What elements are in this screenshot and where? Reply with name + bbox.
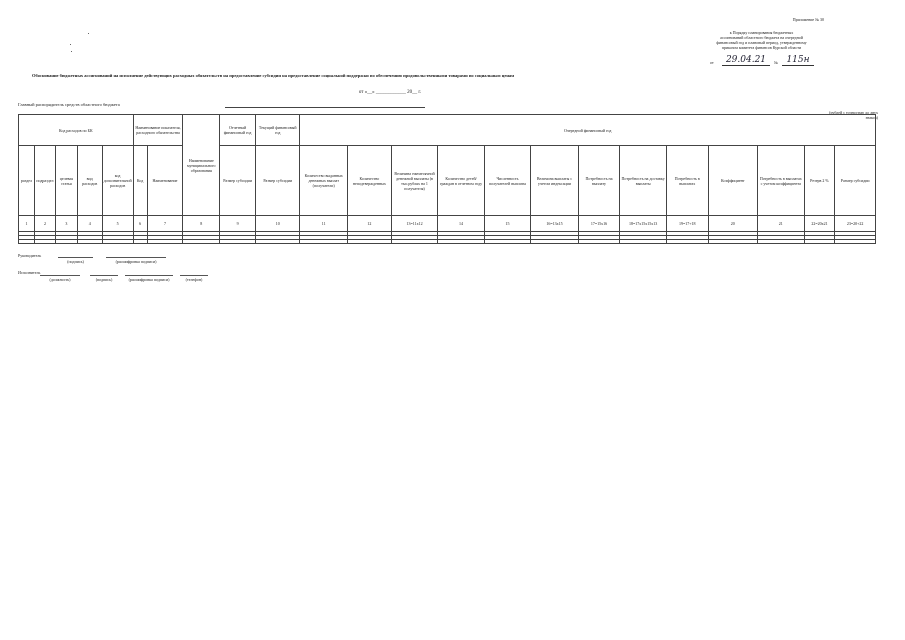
header-names: Наименование показателя, расходного обязательства xyxy=(133,115,183,146)
col-number: 11 xyxy=(300,216,347,232)
col-header: Код xyxy=(133,146,147,216)
numbers-row xyxy=(19,216,876,232)
appendix-block xyxy=(704,17,824,22)
exec-caption-signature: (подпись) xyxy=(95,277,113,282)
col-number: 22=20х21 xyxy=(804,216,835,232)
head-name-line xyxy=(106,257,166,258)
head-label: Руководитель xyxy=(18,253,42,258)
col-header: вид расходов xyxy=(77,146,102,216)
header-municipality: Наименование муниципального образования xyxy=(183,115,220,216)
header-current-fy: Текущий финансовый год xyxy=(255,115,300,146)
recipient-label: Главный распорядитель средств областного бюджета xyxy=(18,102,120,107)
document-date-line: от «__» ____________ 20__ г. xyxy=(358,90,422,95)
appendix-line-5: приказом комитета финансов Курской области xyxy=(721,45,802,50)
header-next-fy: Очередной финансовый год xyxy=(300,115,876,146)
col-number: 16=13х15 xyxy=(531,216,578,232)
col-number: 21 xyxy=(758,216,805,232)
col-number: 20 xyxy=(708,216,757,232)
head-sign-line xyxy=(58,257,93,258)
budget-table xyxy=(18,114,876,244)
col-header: Размер субсидии xyxy=(220,146,256,216)
header-row-2 xyxy=(19,146,876,216)
col-header: Количество выданных денежных выплат (получатели) xyxy=(300,146,347,216)
col-header: Резерв 2 % xyxy=(804,146,835,216)
executor-label: Исполнитель xyxy=(18,270,41,275)
col-header: Наименование xyxy=(147,146,183,216)
appendix-line-2: к Порядку планирования бюджетных xyxy=(729,30,794,35)
col-number: 7 xyxy=(147,216,183,232)
exec-caption-phone: (телефон) xyxy=(185,277,203,282)
header-row-1 xyxy=(19,115,876,146)
document-title: Обоснование бюджетных ассигнований на исполнение действующих расходных обязательств на предоставление субсидии на предоставление социальной поддержки по обеспечению продовольственными товарами по социальным ценам xyxy=(32,73,515,78)
col-number: 13=11х12 xyxy=(391,216,438,232)
scan-speck xyxy=(70,44,71,45)
appendix-date-number xyxy=(710,56,830,68)
col-number: 2 xyxy=(34,216,55,232)
recipient-underline xyxy=(225,107,425,108)
col-header: Величина выплаты с учетом индексации xyxy=(531,146,578,216)
col-header: Размер субсидии xyxy=(255,146,300,216)
header-current-year: Отчетный финансовый год xyxy=(220,115,256,146)
col-header: Численность получателей выплаты xyxy=(484,146,531,216)
col-header: раздел xyxy=(19,146,35,216)
exec-position-line xyxy=(40,275,80,276)
col-header: Величина ежемесячной денежной выплаты (в тыс.рублях на 1 получателя) xyxy=(391,146,438,216)
col-header: код дополнительной расходов xyxy=(102,146,133,216)
col-number: 3 xyxy=(55,216,77,232)
col-number: 9 xyxy=(220,216,256,232)
scan-speck xyxy=(88,33,89,34)
appendix-text xyxy=(694,30,829,50)
col-header: подраздел xyxy=(34,146,55,216)
exec-name-line xyxy=(125,275,173,276)
col-number: 4 xyxy=(77,216,102,232)
col-header: целевая статья xyxy=(55,146,77,216)
exec-sign-line xyxy=(90,275,118,276)
appendix-date: 29.04.21 xyxy=(722,55,770,66)
col-header: Количество детей/граждан в отчетном году xyxy=(438,146,484,216)
empty-row xyxy=(19,240,876,244)
col-number: 12 xyxy=(347,216,391,232)
col-number: 17=15х16 xyxy=(578,216,620,232)
col-number: 19=17+18 xyxy=(666,216,708,232)
col-header: Размер субсидии xyxy=(835,146,876,216)
col-number: 10 xyxy=(255,216,300,232)
col-number: 8 xyxy=(183,216,220,232)
units-label: (рублей с точностью до двух знаков) xyxy=(829,110,878,120)
col-number: 1 xyxy=(19,216,35,232)
col-header: Потребность в выплатах xyxy=(666,146,708,216)
col-number: 15 xyxy=(484,216,531,232)
col-header: Потребность в выплатах с учетом коэффициента xyxy=(758,146,805,216)
exec-caption-position: (должность) xyxy=(49,277,71,282)
exec-caption-name: (расшифровка подписи) xyxy=(128,277,170,282)
appendix-line-1: Приложение № 30 xyxy=(792,17,824,22)
appendix-number: 115н xyxy=(782,55,814,66)
header-kbk: Код расходов по БК xyxy=(19,115,134,146)
col-number: 5 xyxy=(102,216,133,232)
col-header: Количество неподтвержденных xyxy=(347,146,391,216)
appendix-line-4: финансовый год и плановый период, утвержденному xyxy=(716,40,807,45)
appendix-line-3: ассигнований областного бюджета на очередной xyxy=(720,35,803,40)
col-number: 23=20+22 xyxy=(835,216,876,232)
col-header: Потребность на доставку выплаты xyxy=(620,146,667,216)
scan-speck xyxy=(71,51,72,52)
number-prefix: № xyxy=(774,60,778,65)
head-caption-name: (расшифровка подписи) xyxy=(115,259,157,264)
date-prefix: от xyxy=(710,60,714,65)
col-number: 14 xyxy=(438,216,484,232)
col-number: 6 xyxy=(133,216,147,232)
col-header: Коэффициент xyxy=(708,146,757,216)
exec-phone-line xyxy=(180,275,208,276)
head-caption-signature: (подпись) xyxy=(67,259,84,264)
col-number: 18=17х15х15х13 xyxy=(620,216,667,232)
col-header: Потребность на выплату xyxy=(578,146,620,216)
